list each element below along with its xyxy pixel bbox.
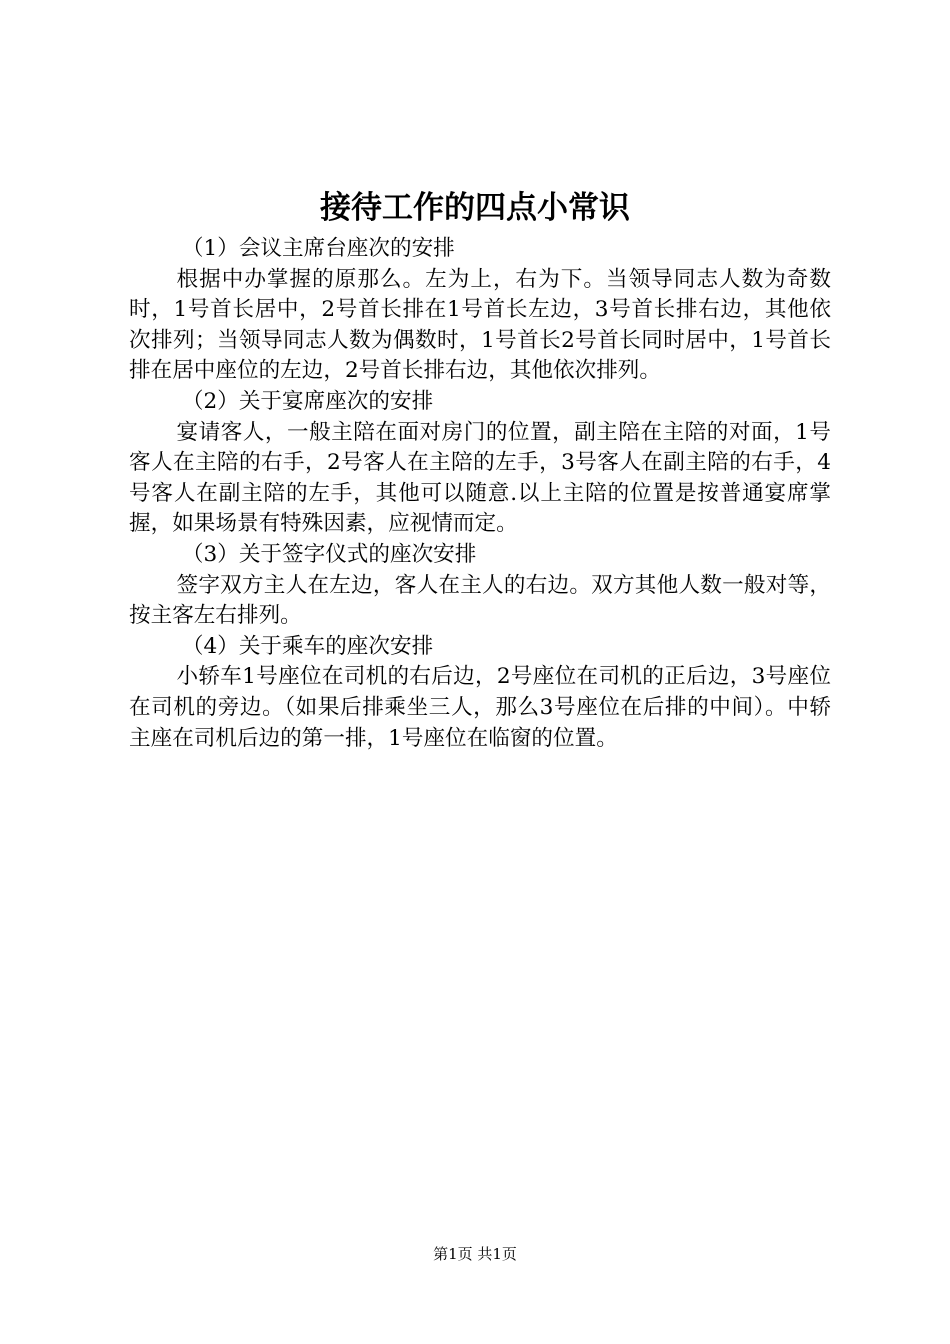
section-paragraph: 根据中办掌握的原那么。左为上，右为下。当领导同志人数为奇数时，1号首长居中，2号首长排在1号首长左边，3号首长排右边，其他依次排列；当领导同志人数为偶数时，1号首长2号首长同时居中，1号首长排在居中座位的左边，2号首长排右边，其他依次排列。 <box>129 266 831 384</box>
page-number-footer: 第1页 共1页 <box>433 1245 517 1263</box>
document-body <box>129 234 831 754</box>
section-paragraph: 小轿车1号座位在司机的右后边，2号座位在司机的正后边，3号座位在司机的旁边。（如果后排乘坐三人，那么3号座位在后排的中间）。中轿主座在司机后边的第一排，1号座位在临窗的位置。 <box>129 664 831 751</box>
section-heading: （2）关于宴席座次的安排 <box>181 388 434 414</box>
section-meeting-seating <box>129 234 831 387</box>
section-car-seating <box>129 632 831 754</box>
section-banquet-seating <box>129 387 831 540</box>
section-signing-ceremony-seating <box>129 540 831 632</box>
section-heading: （3）关于签字仪式的座次安排 <box>181 541 477 567</box>
section-heading: （1）会议主席台座次的安排 <box>181 236 455 261</box>
section-heading: （4）关于乘车的座次安排 <box>181 633 434 659</box>
section-paragraph: 签字双方主人在左边，客人在主人的右边。双方其他人数一般对等，按主客左右排列。 <box>129 572 831 629</box>
document-title: 接待工作的四点小常识 <box>320 190 630 226</box>
section-paragraph: 宴请客人，一般主陪在面对房门的位置，副主陪在主陪的对面，1号客人在主陪的右手，2号客人在主陪的左手，3号客人在副主陪的右手，4号客人在副主陪的左手，其他可以随意.以上主陪的位置是按普通宴席掌握，如果场景有特殊因素，应视情而定。 <box>129 419 831 537</box>
